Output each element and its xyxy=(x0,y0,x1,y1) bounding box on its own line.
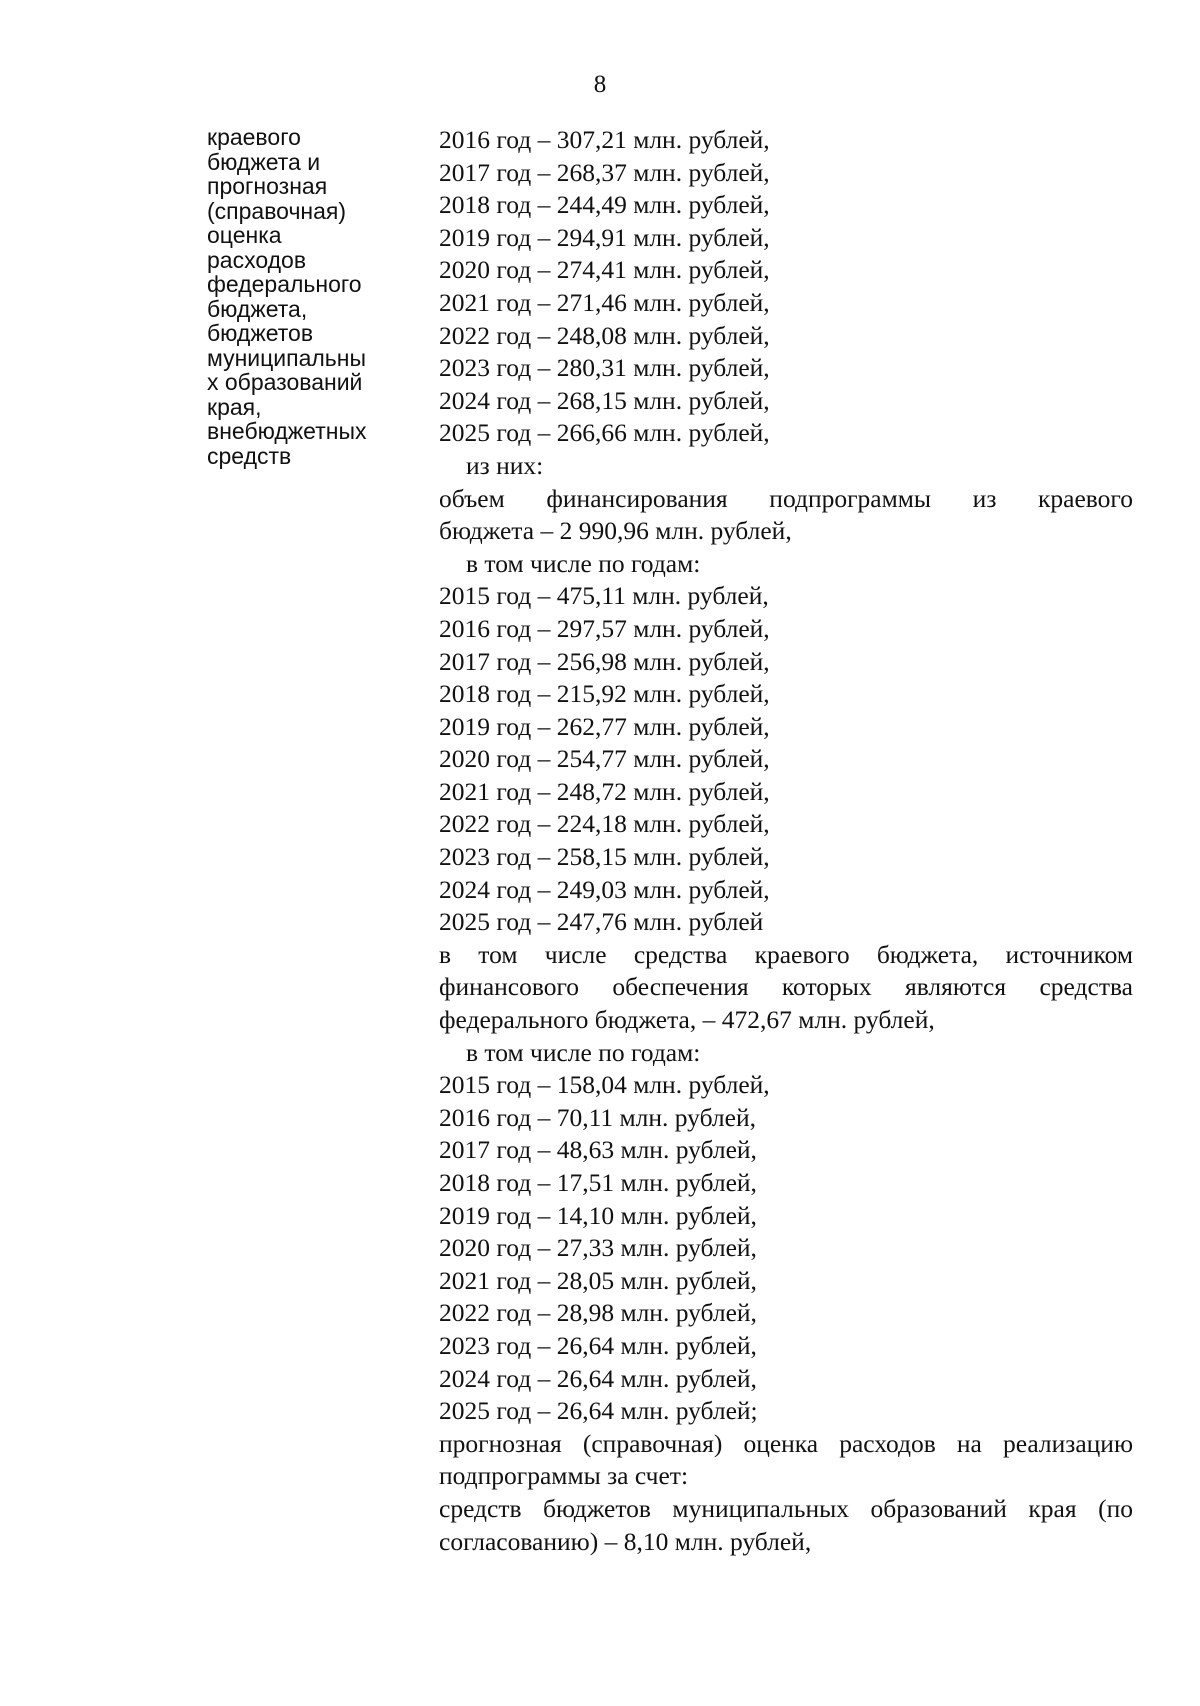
funding-text-line: 2015 год – 475,11 млн. рублей, xyxy=(439,581,769,611)
funding-text-line: 2022 год – 224,18 млн. рублей, xyxy=(439,809,770,839)
funding-text-line: 2024 год – 249,03 млн. рублей, xyxy=(439,874,770,904)
funding-text-line: 2019 год – 262,77 млн. рублей, xyxy=(439,711,770,741)
row-label-line: бюджета, xyxy=(207,295,308,322)
funding-text-line: 2025 год – 26,64 млн. рублей; xyxy=(439,1396,758,1426)
funding-text-line: прогнозная (справочная) оценка расходов на реализацию xyxy=(439,1428,1133,1458)
row-label-line: расходов xyxy=(207,246,307,273)
funding-text-line: 2020 год – 27,33 млн. рублей, xyxy=(439,1233,757,1263)
funding-text-line: 2019 год – 14,10 млн. рублей, xyxy=(439,1200,757,1230)
funding-text-line: подпрограммы за счет: xyxy=(439,1461,689,1491)
funding-text-line: согласованию) – 8,10 млн. рублей, xyxy=(439,1526,812,1556)
funding-text-line: средств бюджетов муниципальных образований края (по xyxy=(439,1493,1133,1523)
funding-text-column xyxy=(439,124,1133,1558)
row-label-line: краевого xyxy=(207,124,301,150)
row-label-line: средств xyxy=(207,442,292,469)
row-label-line: бюджетов xyxy=(207,320,314,346)
funding-text-line: 2019 год – 294,91 млн. рублей, xyxy=(439,222,770,252)
funding-text-line: 2015 год – 158,04 млн. рублей, xyxy=(439,1070,770,1100)
funding-text-line: финансового обеспечения которых являются средства xyxy=(439,972,1133,1002)
funding-text-line: федерального бюджета, – 472,67 млн. рублей, xyxy=(439,1005,935,1035)
funding-text-line: 2024 год – 26,64 млн. рублей, xyxy=(439,1363,757,1393)
row-label-line: прогнозная xyxy=(207,173,328,199)
funding-text-line: 2022 год – 248,08 млн. рублей, xyxy=(439,320,770,350)
page-number: 8 xyxy=(593,71,607,98)
funding-text-line: в том числе по годам: xyxy=(466,1037,701,1067)
row-label-line: внебюджетных xyxy=(207,418,367,444)
funding-text-line: 2018 год – 17,51 млн. рублей, xyxy=(439,1168,757,1197)
funding-text-line: 2024 год – 268,15 млн. рублей, xyxy=(439,385,770,415)
funding-text-line: 2020 год – 274,41 млн. рублей, xyxy=(439,255,770,285)
funding-text-line: 2023 год – 258,15 млн. рублей, xyxy=(439,842,770,872)
funding-text-line: 2021 год – 248,72 млн. рублей, xyxy=(439,776,770,806)
funding-text-line: 2017 год – 48,63 млн. рублей, xyxy=(439,1135,757,1165)
funding-text-line: 2020 год – 254,77 млн. рублей, xyxy=(439,744,770,774)
funding-text-line: 2025 год – 247,76 млн. рублей xyxy=(439,907,764,937)
row-label-line: оценка xyxy=(207,222,282,248)
funding-text-line: 2016 год – 307,21 млн. рублей, xyxy=(439,125,770,154)
funding-text-line: в том числе средства краевого бюджета, источником xyxy=(439,939,1133,969)
funding-text-line: 2025 год – 266,66 млн. рублей, xyxy=(439,418,770,448)
funding-text-line: бюджета – 2 990,96 млн. рублей, xyxy=(439,516,792,546)
row-label-line: х образований xyxy=(207,369,363,395)
funding-text-line: 2023 год – 280,31 млн. рублей, xyxy=(439,353,770,383)
row-label-line: муниципальны xyxy=(207,344,367,371)
funding-text-line: 2021 год – 271,46 млн. рублей, xyxy=(439,287,770,317)
funding-text-line: объем финансирования подпрограммы из краевого xyxy=(439,483,1133,513)
funding-text-line: из них: xyxy=(466,450,544,480)
funding-text-line: 2016 год – 70,11 млн. рублей, xyxy=(439,1102,756,1132)
funding-text-line: 2017 год – 268,37 млн. рублей, xyxy=(439,157,770,187)
row-label-column xyxy=(207,125,407,468)
funding-text-line: 2023 год – 26,64 млн. рублей, xyxy=(439,1330,757,1360)
funding-text-line: 2017 год – 256,98 млн. рублей, xyxy=(439,646,770,676)
funding-text-line: 2018 год – 244,49 млн. рублей, xyxy=(439,190,770,220)
funding-text-line: в том числе по годам: xyxy=(466,548,701,578)
row-label-line: (справочная) xyxy=(207,197,347,224)
funding-text-line: 2022 год – 28,98 млн. рублей, xyxy=(439,1298,757,1328)
funding-text-line: 2016 год – 297,57 млн. рублей, xyxy=(439,613,770,643)
row-label-line: бюджета и xyxy=(207,148,321,175)
funding-text-line: 2021 год – 28,05 млн. рублей, xyxy=(439,1265,757,1295)
row-label-line: края, xyxy=(207,393,262,420)
funding-text-line: 2018 год – 215,92 млн. рублей, xyxy=(439,679,770,709)
row-label-line: федерального xyxy=(207,271,362,297)
